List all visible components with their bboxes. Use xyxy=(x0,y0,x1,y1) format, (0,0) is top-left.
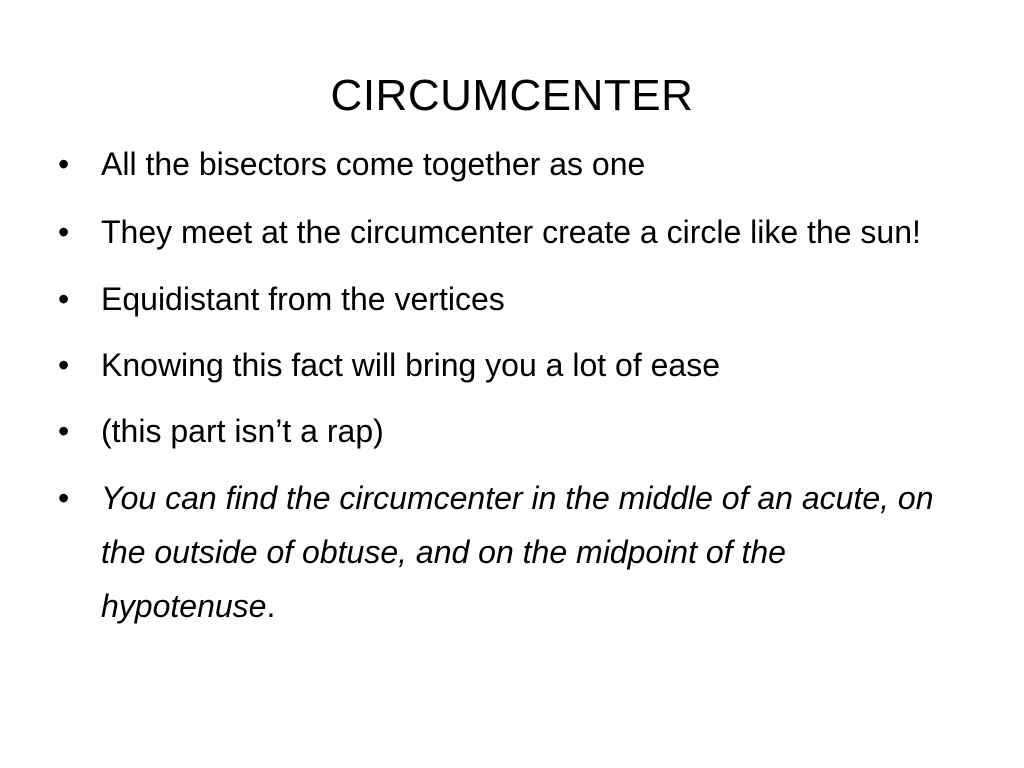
bullet-item xyxy=(58,273,963,326)
bullet-trailing-text: . xyxy=(266,588,276,624)
bullet-item xyxy=(58,405,963,458)
bullet-item xyxy=(58,471,963,633)
bullet-item xyxy=(58,339,963,392)
bullet-text: Equidistant from the vertices xyxy=(101,281,505,317)
slide-title: CIRCUMCENTER xyxy=(330,71,694,120)
bullet-text: They meet at the circumcenter create a circle like the sun! xyxy=(101,214,921,250)
bullet-marker: • xyxy=(58,214,70,250)
bullet-list xyxy=(58,138,963,646)
bullet-text: All the bisectors come together as one xyxy=(101,146,646,182)
bullet-marker: • xyxy=(58,281,70,317)
bullet-text: (this part isn’t a rap) xyxy=(101,413,384,449)
bullet-text: Knowing this fact will bring you a lot of ease xyxy=(101,347,720,383)
bullet-item xyxy=(58,204,963,260)
bullet-marker: • xyxy=(58,413,70,449)
bullet-marker: • xyxy=(58,347,70,383)
bullet-text-italic: You can find the circumcenter in the middle of an acute, on the outside of obtuse, and on the midpoint of the hypotenuse xyxy=(101,480,934,624)
bullet-item xyxy=(58,138,963,191)
bullet-marker: • xyxy=(58,480,70,516)
bullet-marker: • xyxy=(58,146,70,182)
